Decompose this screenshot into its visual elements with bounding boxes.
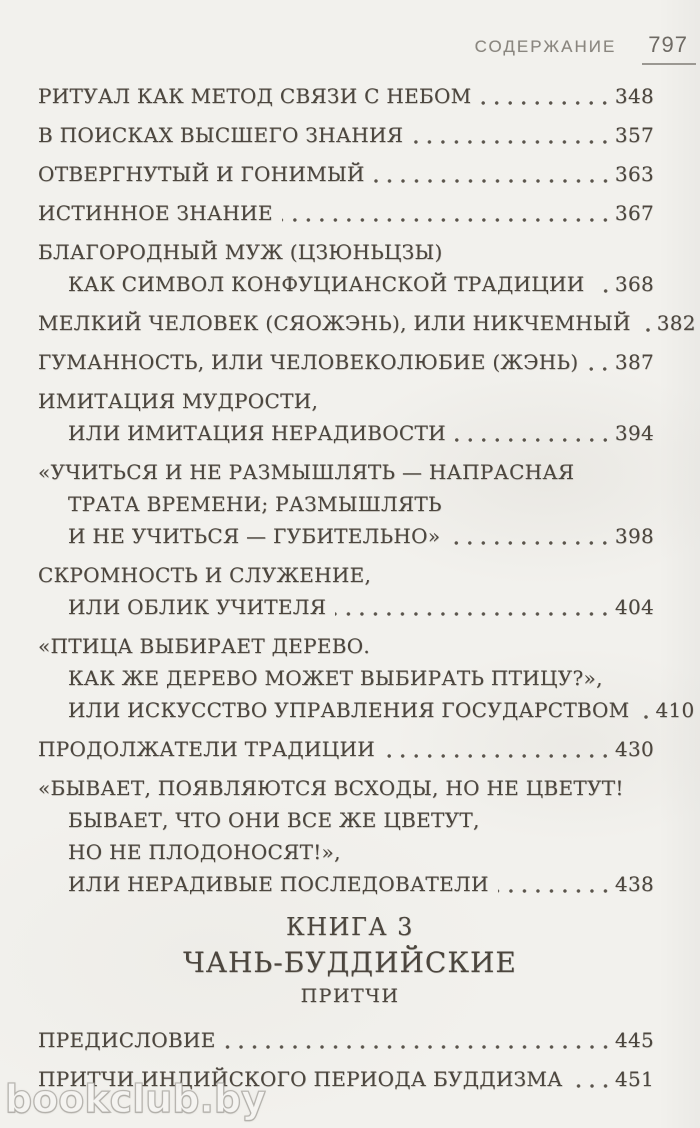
toc-entry-title: БЛАГОРОДНЫЙ МУЖ (ЦЗЮНЬЦЗЫ) — [38, 240, 443, 264]
toc-line — [38, 772, 654, 804]
toc-entry-title: ИЛИ ОБЛИК УЧИТЕЛЯ — [68, 595, 327, 619]
running-header — [0, 32, 696, 65]
toc-entry-title: ИЛИ ИМИТАЦИЯ НЕРАДИВОСТИ — [68, 421, 446, 445]
toc-line — [38, 868, 654, 900]
toc-line — [38, 268, 654, 300]
dot-leader — [498, 868, 612, 900]
dot-leader — [449, 520, 612, 552]
toc-entry-title: ПРЕДИСЛОВИЕ — [38, 1028, 216, 1052]
toc-entry-title: В ПОИСКАХ ВЫСШЕГО ЗНАНИЯ — [38, 123, 404, 147]
toc-entry — [38, 1024, 654, 1056]
toc-line — [38, 197, 654, 229]
dot-leader — [594, 268, 612, 300]
toc-page-number: 404 — [614, 595, 654, 619]
toc-entry-title: МЕЛКИЙ ЧЕЛОВЕК (СЯОЖЭНЬ), ИЛИ НИКЧЕМНЫЙ — [38, 311, 631, 335]
section-heading — [0, 911, 700, 1011]
contents-header-title: СОДЕРЖАНИЕ — [474, 37, 617, 56]
toc-line — [38, 488, 654, 520]
toc-entry-title: ПРОДОЛЖАТЕЛИ ТРАДИЦИИ — [38, 737, 375, 761]
toc-entry-title: ИЛИ НЕРАДИВЫЕ ПОСЛЕДОВАТЕЛИ — [68, 872, 489, 896]
toc-entry — [38, 158, 654, 190]
toc-entry-title: И НЕ УЧИТЬСЯ — ГУБИТЕЛЬНО» — [68, 524, 441, 548]
toc-line — [38, 520, 654, 552]
toc-line — [38, 236, 654, 268]
toc-entry-title: «ПТИЦА ВЫБИРАЕТ ДЕРЕВО. — [38, 634, 371, 658]
toc-entry — [38, 559, 654, 623]
dot-leader — [374, 158, 612, 190]
toc-page-number: 357 — [614, 123, 654, 147]
toc-entry-title: «УЧИТЬСЯ И НЕ РАЗМЫШЛЯТЬ — НАПРАСНАЯ — [38, 460, 575, 484]
toc-page-number: 348 — [614, 84, 654, 108]
toc-page-number: 410 — [655, 698, 695, 722]
toc-page-number: 368 — [614, 272, 654, 296]
toc-entry — [38, 80, 654, 112]
toc-entry-title: ИЛИ ИСКУССТВО УПРАВЛЕНИЯ ГОСУДАРСТВОМ — [68, 698, 630, 722]
toc-entry — [38, 630, 695, 726]
toc-entry — [38, 456, 654, 552]
toc-entry — [38, 385, 654, 449]
toc-line — [38, 307, 696, 339]
toc-entry — [38, 236, 654, 300]
toc-entry — [38, 733, 654, 765]
toc-line — [38, 559, 654, 591]
toc-line — [38, 1024, 654, 1056]
toc-entry — [38, 307, 696, 339]
toc-line — [38, 119, 654, 151]
section-title: ЧАНЬ-БУДДИЙСКИЕ — [183, 946, 517, 979]
toc-entry-title: ПРИТЧИ ИНДИЙСКОГО ПЕРИОДА БУДДИЗМА — [38, 1067, 563, 1091]
toc-page-number: 367 — [614, 201, 654, 225]
toc-page-number: 438 — [614, 872, 654, 896]
toc-line — [38, 630, 654, 662]
toc-line — [38, 733, 654, 765]
toc-entry — [38, 119, 654, 151]
dot-leader — [384, 733, 612, 765]
toc-entry-title: БЫВАЕТ, ЧТО ОНИ ВСЕ ЖЕ ЦВЕТУТ, — [68, 808, 480, 832]
dot-leader — [640, 307, 654, 339]
dot-leader — [572, 1063, 612, 1095]
dot-leader — [587, 346, 611, 378]
dot-leader — [638, 694, 652, 726]
toc-page-number: 394 — [614, 421, 654, 445]
bookclub-watermark: bookclub.by — [5, 1077, 266, 1121]
toc-entry-title: ОТВЕРГНУТЫЙ И ГОНИМЫЙ — [38, 162, 365, 186]
toc-entry-title: ГУМАННОСТЬ, ИЛИ ЧЕЛОВЕКОЛЮБИЕ (ЖЭНЬ) — [38, 350, 579, 374]
dot-leader — [282, 197, 612, 229]
toc-line — [38, 804, 654, 836]
toc-line — [38, 694, 695, 726]
toc-entry-title: ИМИТАЦИЯ МУДРОСТИ, — [38, 389, 319, 413]
dot-leader — [335, 591, 612, 623]
toc-line — [38, 662, 654, 694]
toc-entry-title: ИСТИННОЕ ЗНАНИЕ — [38, 201, 273, 225]
dot-leader — [480, 80, 611, 112]
toc-entry-title: «БЫВАЕТ, ПОЯВЛЯЮТСЯ ВСХОДЫ, НО НЕ ЦВЕТУТ! — [38, 776, 624, 800]
toc-page-number: 398 — [614, 524, 654, 548]
running-page-number: 797 — [648, 32, 688, 57]
section-book-number: КНИГА 3 — [286, 913, 414, 941]
toc-entry-title: РИТУАЛ КАК МЕТОД СВЯЗИ С НЕБОМ — [38, 84, 472, 108]
toc-line — [38, 836, 654, 868]
toc-line — [38, 385, 654, 417]
dot-leader — [455, 417, 612, 449]
toc-entry — [38, 772, 654, 900]
toc-page-number: 387 — [614, 350, 654, 374]
toc-page-number: 430 — [614, 737, 654, 761]
toc-line — [38, 158, 654, 190]
toc-line — [38, 417, 654, 449]
dot-leader — [412, 119, 612, 151]
toc-page-number: 382 — [656, 311, 696, 335]
dot-leader — [225, 1024, 612, 1056]
toc-entry-title: КАК СИМВОЛ КОНФУЦИАНСКОЙ ТРАДИЦИИ — [68, 272, 585, 296]
toc-line — [38, 456, 654, 488]
toc-line — [38, 591, 654, 623]
toc-page-number: 451 — [614, 1067, 654, 1091]
toc-entry-title: НО НЕ ПЛОДОНОСЯТ!», — [68, 840, 341, 864]
toc-line — [38, 80, 654, 112]
toc-entry — [38, 346, 654, 378]
page-number-underline — [642, 32, 696, 65]
toc-entry-title: КАК ЖЕ ДЕРЕВО МОЖЕТ ВЫБИРАТЬ ПТИЦУ?», — [68, 666, 603, 690]
toc-entry-title: СКРОМНОСТЬ И СЛУЖЕНИЕ, — [38, 563, 372, 587]
toc-page-number: 445 — [614, 1028, 654, 1052]
toc-page-number: 363 — [614, 162, 654, 186]
toc-entry — [38, 197, 654, 229]
toc-line — [38, 346, 654, 378]
toc-list-part1 — [38, 80, 696, 907]
section-subtitle: ПРИТЧИ — [300, 985, 400, 1007]
toc-entry-title: ТРАТА ВРЕМЕНИ; РАЗМЫШЛЯТЬ — [68, 492, 442, 516]
